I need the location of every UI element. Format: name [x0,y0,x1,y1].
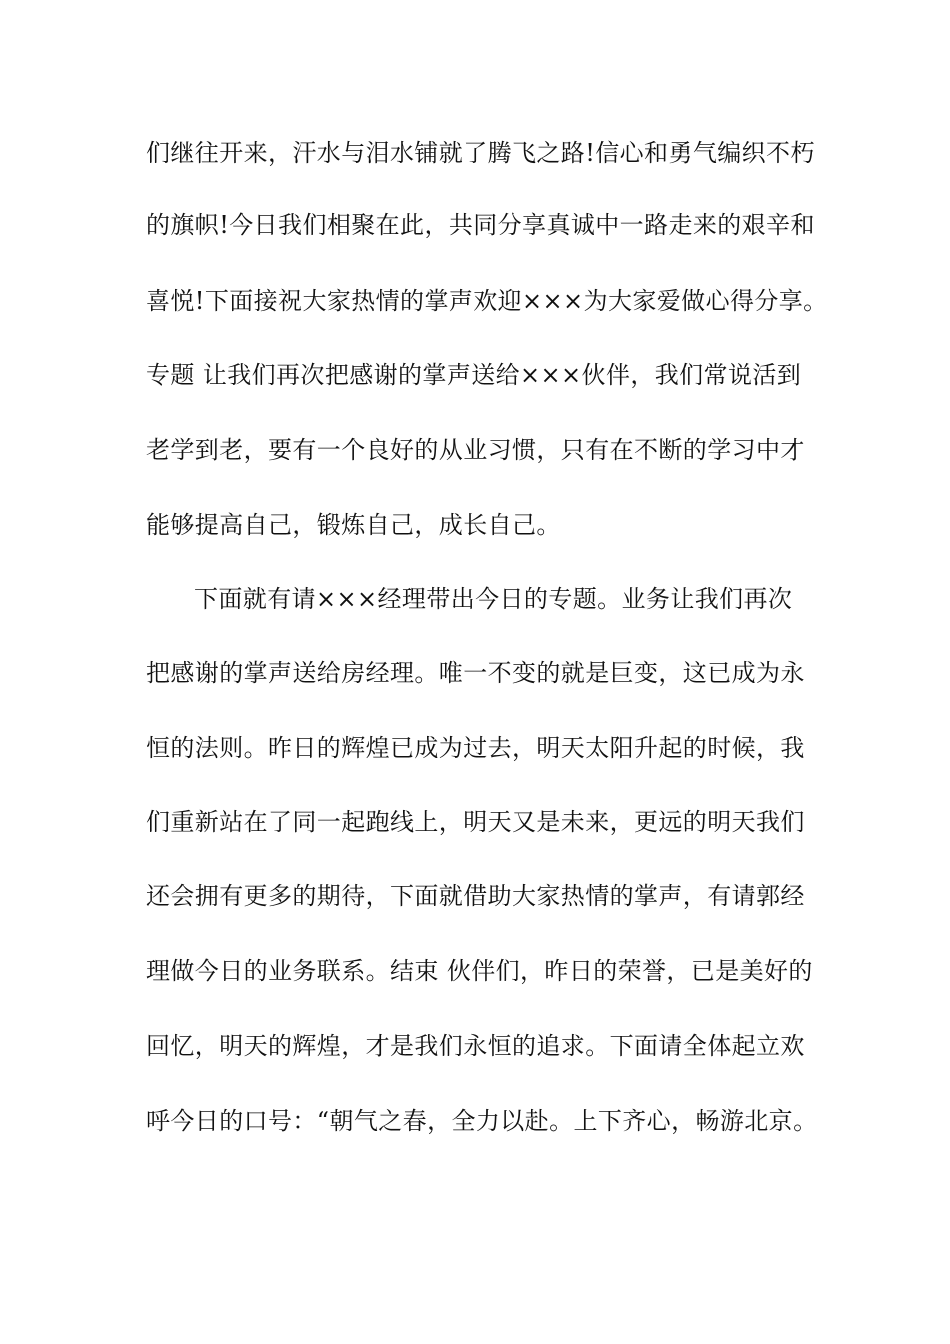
paragraph-line: 呼今日的口号：“朝气之春，全力以赴。上下齐心，畅游北京。 [146,1107,818,1135]
paragraph-line: 专题 让我们再次把感谢的掌声送给×××伙伴，我们常说活到 [146,361,802,389]
paragraph-line: 把感谢的掌声送给房经理。唯一不变的就是巨变，这已成为永 [146,659,805,687]
paragraph-line: 恒的法则。昨日的辉煌已成为过去，明天太阳升起的时候，我 [146,734,805,762]
paragraph-line: 们继往开来，汗水与泪水铺就了腾飞之路!信心和勇气编织不朽 [146,139,815,167]
paragraph-line: 老学到老，要有一个良好的从业习惯，只有在不断的学习中才 [146,436,805,464]
paragraph-line: 理做今日的业务联系。结束 伙伴们，昨日的荣誉，已是美好的 [146,957,813,985]
paragraph-line: 下面就有请×××经理带出今日的专题。业务让我们再次 [194,585,793,613]
paragraph-line: 还会拥有更多的期待，下面就借助大家热情的掌声，有请郭经 [146,882,805,910]
paragraph-line: 能够提高自己，锻炼自己，成长自己。 [146,511,561,539]
paragraph-line: 回忆，明天的辉煌，才是我们永恒的追求。下面请全体起立欢 [146,1032,805,1060]
paragraph-line: 喜悦!下面接祝大家热情的掌声欢迎×××为大家爱做心得分享。 [146,287,828,315]
paragraph-line: 的旗帜!今日我们相聚在此，共同分享真诚中一路走来的艰辛和 [146,211,815,239]
paragraph-line: 们重新站在了同一起跑线上，明天又是未来，更远的明天我们 [146,808,805,836]
